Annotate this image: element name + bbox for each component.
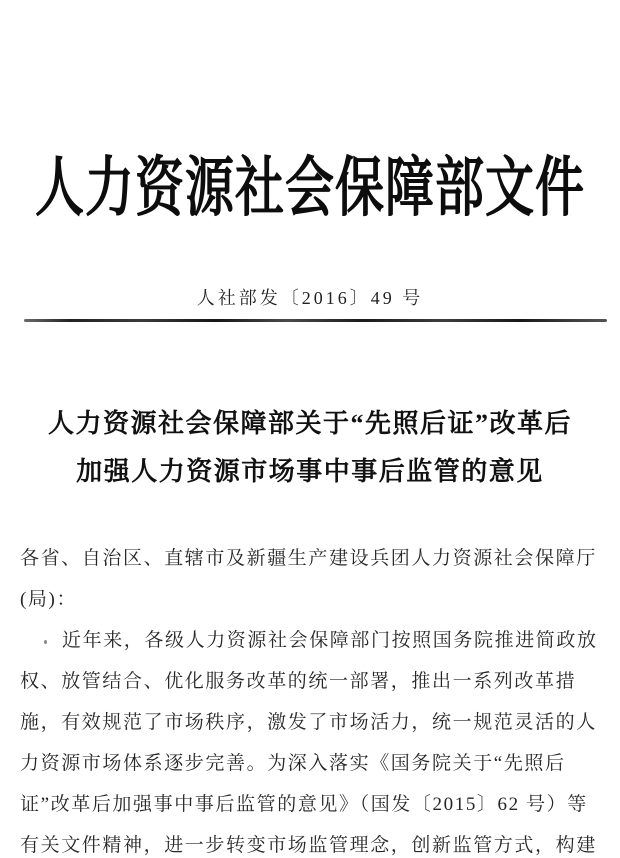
body-line: 力资源市场体系逐步完善。为深入落实《国务院关于“先照后 xyxy=(20,753,566,774)
document-title-line-2: 加强人力资源市场事中事后监管的意见 xyxy=(76,457,544,486)
divider-line xyxy=(24,319,607,322)
salutation-line: 各省、自治区、直辖市及新疆生产建设兵团人力资源社会保障厅 xyxy=(20,548,597,569)
salutation-line: (局)： xyxy=(20,589,78,610)
letterhead-title: 人力资源社会保障部文件 xyxy=(34,151,585,224)
body-line: 施，有效规范了市场秩序，激发了市场活力，统一规范灵活的人 xyxy=(20,712,597,733)
body-line: 近年来，各级人力资源社会保障部门按照国务院推进简政放 xyxy=(62,630,598,651)
document-body xyxy=(20,538,604,858)
scan-speck xyxy=(44,640,47,644)
body-line: 有关文件精神，进一步转变市场监管理念，创新监管方式，构建 xyxy=(20,835,597,856)
body-line: 权、放管结合、优化服务改革的统一部署，推出一系列改革措 xyxy=(20,671,577,692)
document-title xyxy=(0,400,620,496)
body-line: 证”改革后加强事中事后监管的意见》（国发〔2015〕62 号）等 xyxy=(20,794,588,815)
document-title-line-1: 人力资源社会保障部关于“先照后证”改革后 xyxy=(47,409,572,438)
document-number: 人社部发〔2016〕49 号 xyxy=(196,288,424,308)
